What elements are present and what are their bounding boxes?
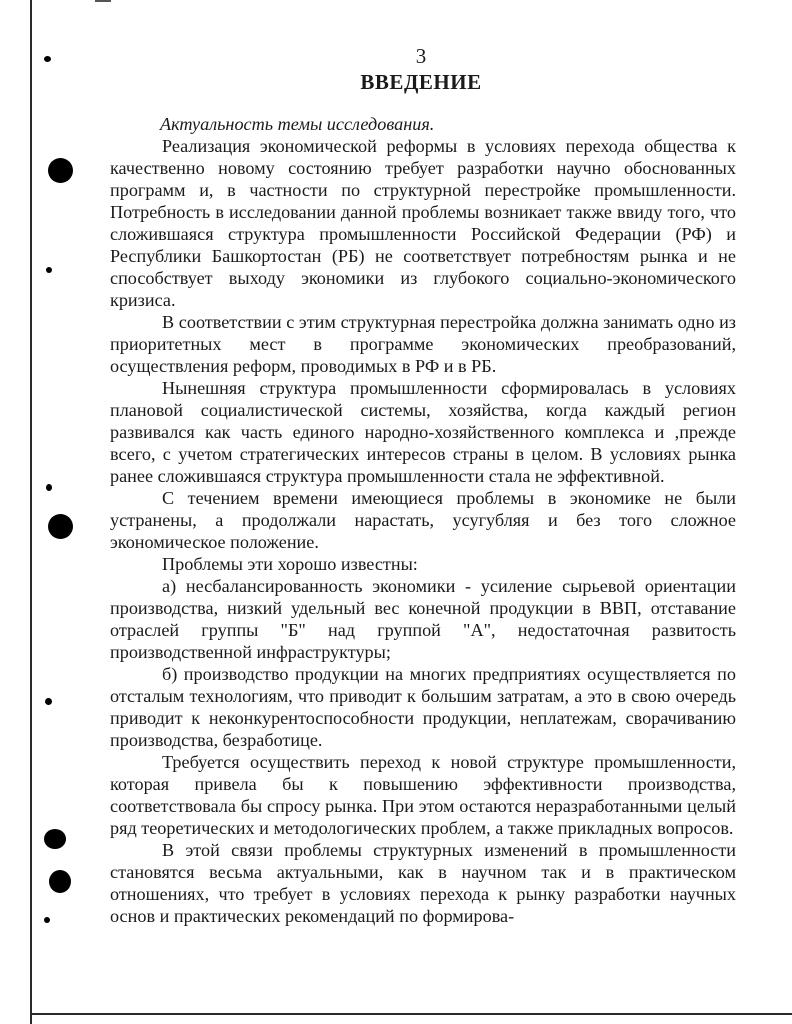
binder-hole-3 — [44, 829, 66, 849]
relevance-subtitle: Актуальность темы исследования. — [160, 114, 435, 134]
scan-border-left — [30, 0, 32, 1024]
list-item-b: б) производство продукции на многих предприятиях осуществляется по отсталым технологиям, что приводит к большим затратам, а это в свою очередь приводит к неконкурентоспособности продукции, неплатежам, сворачиванию производства, безработице. — [110, 664, 736, 750]
binder-hole-2 — [48, 514, 73, 539]
paragraph-3: Нынешняя структура промышленности сформировалась в условиях плановой социалистической системы, хозяйства, когда каждый регион развивался как часть единого народно-хозяйственного комплекса и ,прежде всего, с учетом стратегических интересов страны в целом. В условиях рынка ранее сложившаяся структура промышленности стала не эффективной. — [110, 378, 736, 486]
binder-hole-4 — [49, 870, 71, 893]
binder-tick-2 — [46, 267, 52, 273]
paragraph-7: В этой связи проблемы структурных изменений в промышленности становятся весьма актуальными, как в научном так и в практическом отношениях, что требует в условиях перехода к рынку разработки научных основ и практических рекомендаций по формирова- — [110, 840, 736, 926]
list-item-a: а) несбалансированность экономики - усиление сырьевой ориентации производства, низкий удельный вес конечной продукции в ВВП, отставание отраслей группы "Б" над группой "А", недостаточная развитость производственной инфраструктуры; — [110, 576, 736, 662]
binder-tick-3 — [46, 484, 52, 491]
document-body — [110, 113, 736, 927]
binder-hole-1 — [48, 158, 73, 183]
scan-border-bottom — [30, 1013, 792, 1015]
binder-tick-4 — [45, 698, 52, 705]
page-number: 3 — [415, 44, 427, 68]
paragraph-2: В соответствии с этим структурная перестройка должна занимать одно из приоритетных мест в программе экономических преобразований, осуществления реформ, проводимых в РФ и в РБ. — [110, 312, 736, 376]
binder-tick-5 — [44, 917, 50, 923]
paragraph-5: Проблемы эти хорошо известны: — [162, 554, 418, 574]
section-heading: ВВЕДЕНИЕ — [360, 70, 482, 94]
paragraph-6: Требуется осуществить переход к новой структуре промышленности, которая привела бы к повышению эффективности производства, соответствовала бы спросу рынка. При этом остаются неразработанными целый ряд теоретических и методологических проблем, а также прикладных вопросов. — [110, 752, 736, 838]
scan-mark-top — [95, 0, 111, 2]
paragraph-1: Реализация экономической реформы в условиях перехода общества к качественно новому состоянию требует разработки научно обоснованных программ и, в частности по структурной перестройке промышленности. Потребность в исследовании данной проблемы возникает также ввиду того, что сложившаяся структура промышленности Российской Федерации (РФ) и Республики Башкортостан (РБ) не соответствует потребностям рынка и не способствует выходу экономики из глубокого социально-экономического кризиса. — [110, 136, 736, 310]
paragraph-4: С течением времени имеющиеся проблемы в экономике не были устранены, а продолжали нарастать, усугубляя и без того сложное экономическое положение. — [110, 488, 736, 552]
